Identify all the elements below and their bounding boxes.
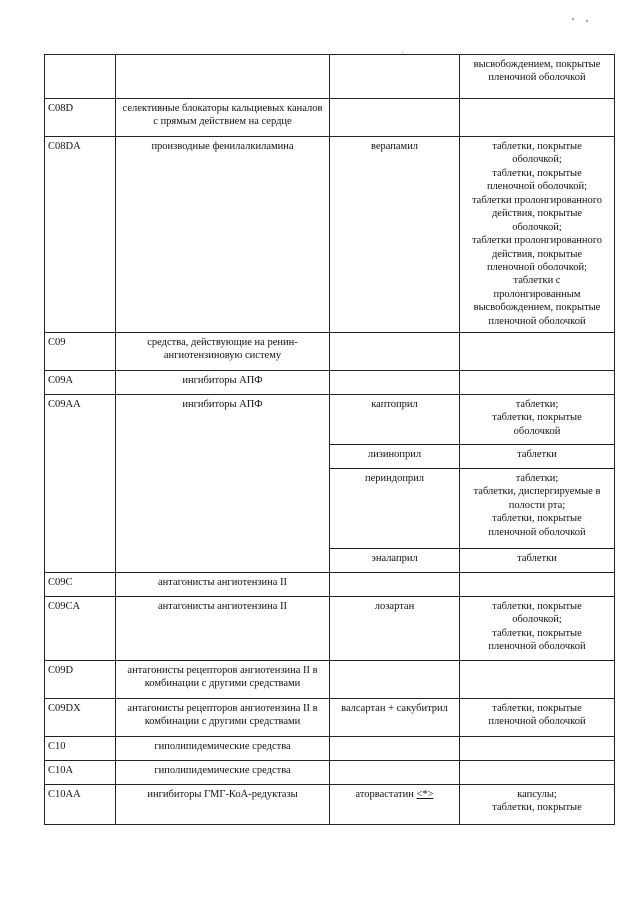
atc-code-cell: C08D bbox=[45, 99, 116, 137]
drug-name-cell: лизиноприл bbox=[330, 445, 460, 469]
dosage-form-cell bbox=[460, 371, 615, 395]
drug-name-cell bbox=[330, 661, 460, 699]
drug-name-cell bbox=[330, 761, 460, 785]
table-row bbox=[45, 699, 615, 737]
dosage-form-cell bbox=[460, 573, 615, 597]
atc-code-cell: C09A bbox=[45, 371, 116, 395]
table-row bbox=[45, 395, 615, 445]
dosage-form-cell: таблетки bbox=[460, 549, 615, 573]
drug-name-cell bbox=[330, 99, 460, 137]
table-row bbox=[45, 761, 615, 785]
group-name-cell: ингибиторы АПФ bbox=[116, 395, 330, 573]
dosage-form-cell bbox=[460, 761, 615, 785]
table-row bbox=[45, 573, 615, 597]
dosage-form-cell: таблетки; таблетки, диспергируемые в полости рта; таблетки, покрытые пленочной оболочкой bbox=[460, 469, 615, 549]
group-name-cell: антагонисты рецепторов ангиотензина II в комбинации с другими средствами bbox=[116, 661, 330, 699]
atc-code-cell: C10AA bbox=[45, 785, 116, 825]
table-row bbox=[45, 785, 615, 825]
atc-code-cell: C09D bbox=[45, 661, 116, 699]
dosage-form-cell: таблетки bbox=[460, 445, 615, 469]
drug-name-cell: эналаприл bbox=[330, 549, 460, 573]
group-name-cell: антагонисты рецепторов ангиотензина II в комбинации с другими средствами bbox=[116, 699, 330, 737]
drug-name-cell bbox=[330, 371, 460, 395]
group-name-cell: ингибиторы АПФ bbox=[116, 371, 330, 395]
group-name-cell: ингибиторы ГМГ-КоА-редуктазы bbox=[116, 785, 330, 825]
scan-speck bbox=[402, 52, 403, 53]
group-name-cell: антагонисты ангиотензина II bbox=[116, 573, 330, 597]
drug-name-cell: каптоприл bbox=[330, 395, 460, 445]
dosage-form-cell: таблетки, покрытые пленочной оболочкой bbox=[460, 699, 615, 737]
table-row bbox=[45, 661, 615, 699]
group-name-cell: селективные блокаторы кальциевых каналов с прямым действием на сердце bbox=[116, 99, 330, 137]
table-row bbox=[45, 737, 615, 761]
table-row bbox=[45, 371, 615, 395]
atc-code-cell: C09C bbox=[45, 573, 116, 597]
drug-name-cell bbox=[330, 573, 460, 597]
dosage-form-cell bbox=[460, 333, 615, 371]
table-row bbox=[45, 55, 615, 99]
dosage-form-cell bbox=[460, 99, 615, 137]
group-name-cell: средства, действующие на ренин-ангиотензиновую систему bbox=[116, 333, 330, 371]
atc-code-cell: C10 bbox=[45, 737, 116, 761]
drug-name-cell bbox=[330, 785, 460, 825]
table-row bbox=[45, 99, 615, 137]
footnote-link[interactable]: <*> bbox=[416, 789, 434, 800]
atc-code-cell bbox=[45, 55, 116, 99]
group-name-cell: антагонисты ангиотензина II bbox=[116, 597, 330, 661]
scan-speck bbox=[572, 18, 574, 20]
drug-name-cell: периндоприл bbox=[330, 469, 460, 549]
drug-name-cell: верапамил bbox=[330, 137, 460, 333]
atc-code-cell: C08DA bbox=[45, 137, 116, 333]
drug-name-text: аторвастатин bbox=[355, 789, 414, 800]
group-name-cell: гиполипидемические средства bbox=[116, 737, 330, 761]
atc-code-cell: C09CA bbox=[45, 597, 116, 661]
table-row bbox=[45, 137, 615, 333]
drug-name-cell: лозартан bbox=[330, 597, 460, 661]
dosage-form-cell: таблетки, покрытые оболочкой; таблетки, покрытые пленочной оболочкой bbox=[460, 597, 615, 661]
table-row bbox=[45, 333, 615, 371]
dosage-form-cell: таблетки; таблетки, покрытые оболочкой bbox=[460, 395, 615, 445]
drug-name-cell bbox=[330, 55, 460, 99]
atc-code-cell: C09DX bbox=[45, 699, 116, 737]
atc-code-cell: C10A bbox=[45, 761, 116, 785]
dosage-form-cell: капсулы; таблетки, покрытые bbox=[460, 785, 615, 825]
drug-classification-table bbox=[44, 54, 615, 825]
atc-code-cell: C09AA bbox=[45, 395, 116, 573]
dosage-form-cell: высвобождением, покрытые пленочной оболочкой bbox=[460, 55, 615, 99]
group-name-cell bbox=[116, 55, 330, 99]
scan-speck bbox=[586, 20, 588, 22]
dosage-form-cell bbox=[460, 737, 615, 761]
dosage-form-cell bbox=[460, 661, 615, 699]
group-name-cell: производные фенилалкиламина bbox=[116, 137, 330, 333]
table-row bbox=[45, 597, 615, 661]
drug-name-cell bbox=[330, 333, 460, 371]
drug-name-cell bbox=[330, 737, 460, 761]
group-name-cell: гиполипидемические средства bbox=[116, 761, 330, 785]
atc-code-cell: C09 bbox=[45, 333, 116, 371]
dosage-form-cell: таблетки, покрытые оболочкой; таблетки, покрытые пленочной оболочкой; таблетки пролонгированного действия, покрытые оболочкой; таблетки пролонгированного действия, покрытые пленочной оболочкой; таблетки с пролонгированным высвобождением, покрытые пленочной оболочкой bbox=[460, 137, 615, 333]
drug-name-cell: валсартан + сакубитрил bbox=[330, 699, 460, 737]
